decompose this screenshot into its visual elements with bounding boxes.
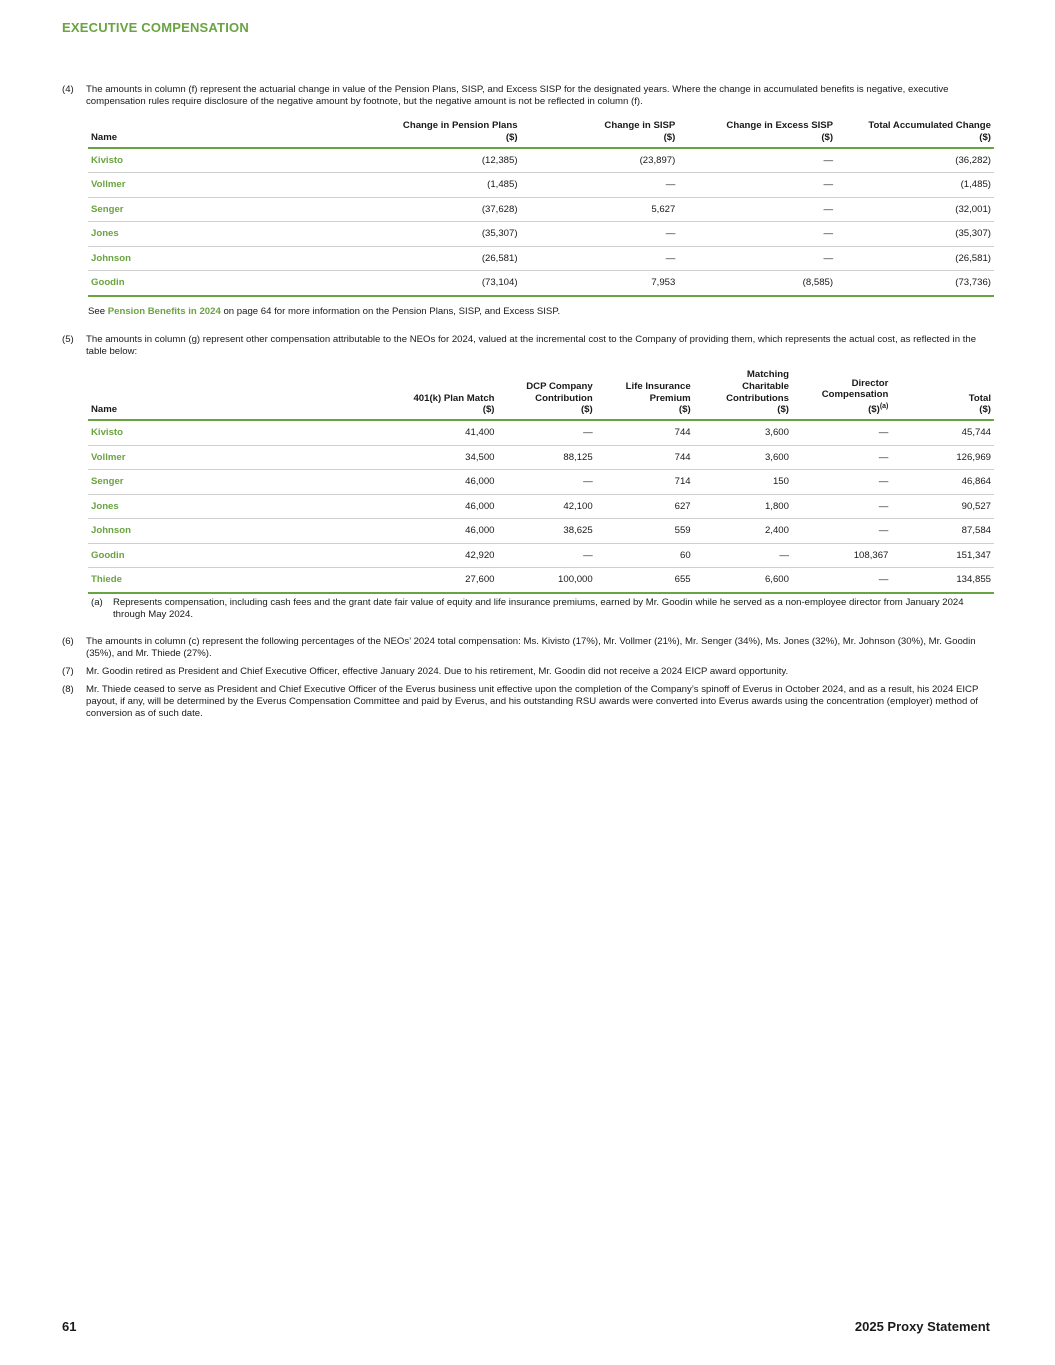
col-pension: Change in Pension Plans ($) [335, 120, 521, 148]
document-title: 2025 Proxy Statement [854, 1319, 990, 1334]
col-sisp: Change in SISP ($) [521, 120, 679, 148]
table-row: Senger 46,000 — 714 150 — 46,864 [88, 470, 994, 495]
pension-change-table [88, 120, 994, 297]
footnote-number: (4) [62, 84, 74, 95]
other-compensation-table [88, 369, 994, 594]
col-dcp: DCP Company Contribution ($) [498, 369, 596, 420]
footnote-text: The amounts in column (g) represent other compensation attributable to the NEOs for 2024, valued at the incremental cost to the Company of providing them, which represents the actual cost, as reflected in the table below: [86, 334, 977, 358]
col-director-comp: Director Compensation ($)$^{(a)}$ [792, 369, 891, 420]
col-life-insurance: Life Insurance Premium ($) [596, 369, 694, 420]
table-row: Johnson 46,000 38,625 559 2,400 — 87,584 [88, 519, 994, 544]
col-total-change: Total Accumulated Change ($) [836, 120, 994, 148]
footnote-7 [62, 666, 994, 678]
page-number: 61 [62, 1319, 77, 1334]
footnote-number: (a) [91, 597, 103, 608]
footnote-number: (5) [62, 334, 74, 345]
table-row: Jones 46,000 42,100 627 1,800 — 90,527 [88, 494, 994, 519]
table-row: Johnson (26,581) — — (26,581) [88, 246, 994, 271]
footnote-text: The amounts in column (c) represent the following percentages of the NEOs’ 2024 total compensation: Ms. Kivisto (17%), Mr. Vollmer (21%), Mr. Senger (34%), Ms. Jones (32%), Mr. Johnson (30%), Mr. Goodin (35%), and Mr. Thiede (27%). [86, 636, 976, 660]
col-name: Name [88, 369, 312, 420]
col-excess-sisp: Change in Excess SISP ($) [678, 120, 836, 148]
table-header-row [88, 369, 994, 420]
table-row: Jones (35,307) — — (35,307) [88, 222, 994, 247]
col-name: Name [88, 120, 335, 148]
footnote-number: (7) [62, 666, 74, 677]
footnote-text: Mr. Goodin retired as President and Chief Executive Officer, effective January 2024. Due to his retirement, Mr. Goodin did not receive a 2024 EICP award opportunity. [86, 666, 789, 677]
section-header: EXECUTIVE COMPENSATION [62, 20, 249, 35]
table-row: Vollmer 34,500 88,125 744 3,600 — 126,969 [88, 445, 994, 470]
table-row: Kivisto (12,385) (23,897) — (36,282) [88, 148, 994, 173]
footnote-text: The amounts in column (f) represent the actuarial change in value of the Pension Plans, SISP, and Excess SISP for the designated years. Where the change in accumulated benefits is negative, executive compensation rules require disclosure of the negative amount by footnote, but the negative amount is not be reflected in column (f). [86, 84, 949, 108]
footnote-6 [62, 636, 994, 660]
table-row: Goodin (73,104) 7,953 (8,585) (73,736) [88, 271, 994, 296]
footnote-a [88, 597, 994, 621]
footnote-number: (6) [62, 636, 74, 647]
table-row: Kivisto 41,400 — 744 3,600 — 45,744 [88, 420, 994, 445]
footnote-5 [62, 334, 994, 358]
table-row: Goodin 42,920 — 60 — 108,367 151,347 [88, 543, 994, 568]
footnote-text: Represents compensation, including cash fees and the grant date fair value of equity and life insurance premiums, earned by Mr. Goodin while he served as a non-employee director from January 2024 through May 2024. [113, 597, 964, 621]
footnote-4 [62, 84, 994, 108]
table-row: Thiede 27,600 100,000 655 6,600 — 134,855 [88, 568, 994, 593]
table-row: Vollmer (1,485) — — (1,485) [88, 173, 994, 198]
col-charitable: Matching Charitable Contributions ($) [694, 369, 792, 420]
pension-benefits-link[interactable]: Pension Benefits in 2024 [107, 306, 221, 317]
footnote-text: Mr. Thiede ceased to serve as President and Chief Executive Officer of the Everus business unit effective upon the completion of the Company’s spinoff of Everus in October 2024, and as a result, his 2024 EICP payout, if any, will be determined by the Everus Compensation Committee and paid by Everus, and his outstanding RSU awards were converted into Everus awards using the concentration (employer) method of conversion as of such date. [86, 684, 979, 720]
footnote-8 [62, 684, 994, 721]
see-pension-note: See Pension Benefits in 2024 on page 64 for more information on the Pension Plans, SISP, and Excess SISP. [88, 306, 561, 317]
footnote-number: (8) [62, 684, 74, 695]
table-row: Senger (37,628) 5,627 — (32,001) [88, 197, 994, 222]
col-401k: 401(k) Plan Match ($) [312, 369, 498, 420]
col-total: Total ($) [891, 369, 994, 420]
table-header-row [88, 120, 994, 148]
